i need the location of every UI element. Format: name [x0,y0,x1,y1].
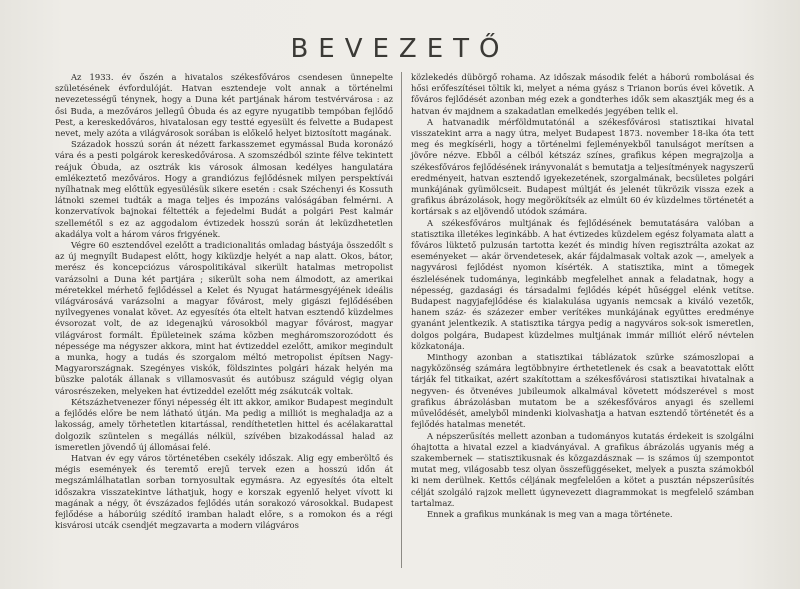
page-title: BEVEZETŐ [290,34,510,64]
paragraph: A népszerűsítés mellett azonban a tudományos kutatás érdekeit is szolgálni óhajtotta a hivatal ezzel a kiadványával. A grafikus ábrázolás ugyanis még a szakembernek — statisztikusnak és közgazdásznak — is számos új szempontot mutat meg, világosabb tesz olyan összefüggéseket, melyek a puszta számokból ki nem derülnek. Kettős céljának megfelelően a kötet a pusztán népszerűsítés célját szolgáló rajzok mellett úgynevezett diagrammokat is megfelelő számban tartalmaz. [411,430,754,508]
paragraph: Kétszázhetvenezer főnyi népesség élt itt akkor, amikor Budapest megindult a fejlődés előre be nem látható útján. Ma pedig a milliót is meghaladja az a lakosság, amely törhetetlen kitartással, rendíthetetlen hittel és acélakarattal dolgozik szüntelen s megállás nélkül, szívében bizakodással halad az ismeretlen jövendő új állomásai felé. [55,396,393,452]
left-column [55,72,393,531]
paragraph: A székesfőváros multjának és fejlődésének bemutatására valóban a statisztika illetékes leginkább. A hat évtizedes küzdelem egész folyamata alatt a főváros lüktető pulzusán tartotta kezét és mindig híven regisztrálta azokat az eseményeket — akár örvendetesek, akár fájdalmasak voltak azok —, amelyek a nagyvárosi fejlődést nyomon kísérték. A statisztika, mint a tömegek észlelésének tudománya, leginkább megfelelhet annak a feladatnak, hogy a népesség, gazdasági és társadalmi fejlődés képét hűséggel elénk vetítse. Budapest nagyjafejlődése és kialakulása ugyanis nemcsak a kiváló vezetők, hanem száz- és százezer ember verítékes munkájának együttes eredménye gyanánt jelentkezik. A statisztika tárgya pedig a nagyváros sok-sok ismeretlen, dolgos polgára, Budapest küzdelmes multjának immár milliót elérő névtelen közkatonája. [411,217,754,351]
paragraph: Végre 60 esztendővel ezelőtt a tradicionalitás omladag bástyája összedőlt s az új megnyílt Budapest előtt, hogy kiküzdje helyét a nap alatt. Okos, bátor, merész és koncepciózus várospolitikával sikerült hatalmas metropolist varázsolni a Duna két partjára ; sikerült soha nem álmodott, az amerikai méretekkel mérhető fejlődéssel a Kelet és Nyugat határmesgyéjének ideális világvárosává varázsolni a magyar fővárost, mely gigászi fejlődésében nyilvegyenes vonalat követ. Az egyesítés óta eltelt hatvan esztendő küzdelmes évsorozat volt, de az idegenajkú városokból magyar fővárost, magyar világvárost formált. Épületeinek száma közben megháromszorozódott és népessége ma négyszer akkora, mint hat évtizeddel ezelőtt, amikor megindult a munka, hogy a tudás és szorgalom méltó metropolist építsen Nagy-Magyarországnak. Szegényes viskók, földszintes polgári házak helyén ma büszke paloták állanak s villamosvasút és autóbusz száguld végig olyan városrészeken, melyeken hat évtizeddel ezelőtt még zsákutcák voltak. [55,240,393,396]
right-column [411,72,754,520]
paragraph: Századok hosszú során át nézett farkasszemet egymással Buda koronázó vára és a pesti polgárok kereskedővárosa. A szomszédból szinte félve tekintett reájuk Óbuda, az osztrák kis városok álmosan kedélyes hangulatára emlékeztető mezőváros. Hogy a grandiózus fejlődésnek milyen perspektívái nyílhatnak meg előttük egyesülésük sikere esetén : csak Széchenyi és Kossuth látnoki szemei tudták a maga teljes és impozáns valóságában felmérni. A konzervatívok bajnokai féltették a fejedelmi Budát a polgári Pest kalmár szellemétől s ez az aggodalom évtizedek hosszú során át leküzdhetetlen akadálya volt a három város frigyének. [55,139,393,239]
paragraph: Hatvan év egy város történetében csekély időszak. Alig egy emberöltő és mégis események és teremtő erejű tervek ezen a hosszú időn át megszámlálhatatlan sorban tornyosultak egymásra. Az egyesítés óta eltelt időszakra visszatekintve láthatjuk, hogy e korszak egyenlő helyet vívott ki magának a négy, öt évszázados fejlődés után sorakozó városokkal. Budapest fejlődése a háborúig szédítő iramban haladt előre, s a romokon és a régi kisvárosi utcák csendjét megzavarta a modern világváros [55,452,393,531]
paragraph: Minthogy azonban a statisztikai táblázatok szürke számoszlopai a nagyközönség számára legtöbbnyire érthetetlenek és csak a beavatottak előtt tárják fel titkaikat, azért szakítottam a székesfővárosi statisztikai hivatalnak a negyven- és ötvenéves jubileumok alkalmával követett módszerével s most grafikus ábrázolásban mutatom be a székesfőváros anyagi és szellemi művelődését, amelyből mindenki kiolvashatja a hatvan esztendő történetét és a fejlődés hatalmas menetét. [411,352,754,430]
column-divider [401,72,402,568]
paragraph: Ennek a grafikus munkának is meg van a maga története. [427,508,673,519]
paragraph: közlekedés dübörgő rohama. Az időszak második felét a háború rombolásai és hősi erőfeszítései töltik ki, melyet a néma gyász s Trianon borús évei követik. A főváros fejlődését azonban még ezek a gondterhes idők sem akasztják meg és a hatvan év majdnem a szakadatlan emelkedés jegyében telik el. [411,72,754,116]
paragraph: A hatvanadik mérföldmutatónál a székesfővárosi statisztikai hivatal visszatekint arra a nagy útra, melyet Budapest 1873. november 18-ika óta tett meg és megkísérli, hogy a történelmi fejleményekből tanulságot merítsen a jövőre nézve. Ebből a célból kétszáz színes, grafikus képen megrajzolja a székesfőváros fejlődésének irányvonalát s bemutatja a teljesítmények nagyszerű eredményeit, hatvan esztendő igyekezetének, szorgalmának, becsületes polgári munkájának gyümölcseit. Budapest múltját és jelenét tükrözik vissza ezek a grafikus ábrázolások, hogy megörökítsék az elmúlt 60 év küzdelmes történetét a kortársak s az eljövendő utódok számára. [411,116,754,217]
paragraph: Az 1933. év őszén a hivatalos székesfőváros csendesen ünnepelte születésének évfordulóját. Hatvan esztendeje volt annak a történelmi nevezetességű ténynek, hogy a Duna két partjának három testvérvárosa : az ősi Buda, a mezőváros jellegű Óbuda és az egyre nyugatibb tempóban fejlődő Pest, a kereskedőváros, hivatalosan egy testté egyesült és felvette a Budapest nevet, mely azóta a világvárosok sorában is előkelő helyet biztosított magának. [55,72,393,139]
